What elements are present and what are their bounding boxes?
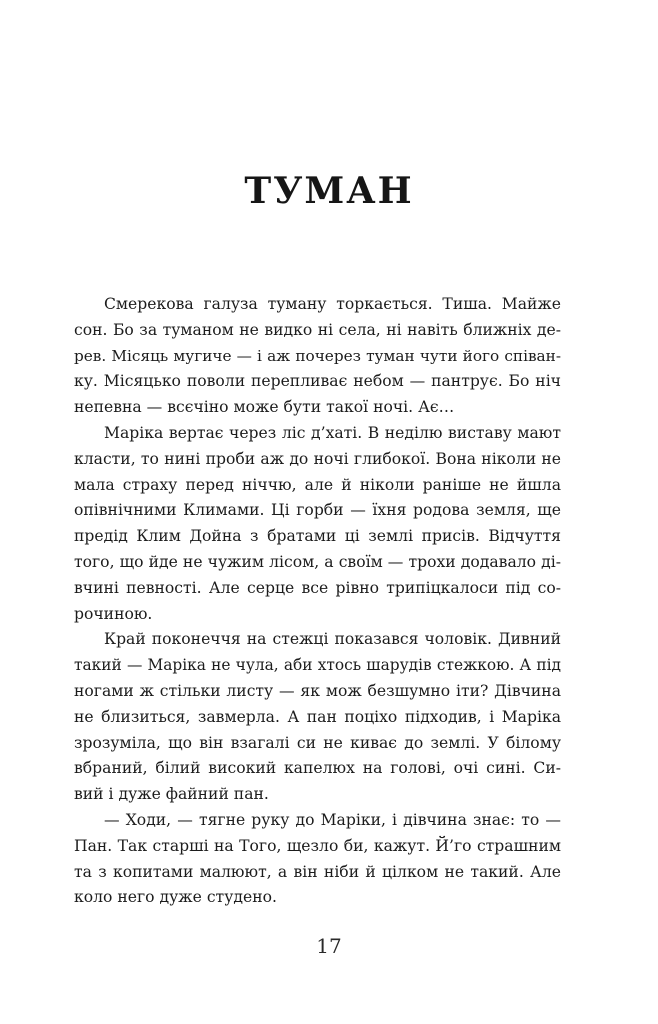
text-line: вий і дуже файний пан. xyxy=(74,785,269,804)
text-line: Край поконеччя на стежці показався чоловік. Дивний xyxy=(104,630,561,649)
text-line: зрозуміла, що він взагалі си не киває до землі. У білому xyxy=(74,733,561,752)
chapter-body-text xyxy=(74,292,561,911)
text-line: рочиною. xyxy=(74,604,153,623)
page-number: 17 xyxy=(316,934,342,958)
chapter-title: ТУМАН xyxy=(244,170,414,212)
text-line: — Ходи, — тягне руку до Маріки, і дівчина знає: то — xyxy=(104,810,561,829)
text-line: Маріка вертає через ліс д’хаті. В неділю виставу мают xyxy=(104,423,561,442)
text-line: мала страху перед ніччю, але й ніколи раніше не йшла xyxy=(74,475,561,494)
text-line: вчині певності. Але серце все рівно трипіцкалоси під со- xyxy=(74,578,561,597)
text-line: ку. Місяцько поволи перепливає небом — пантрує. Бо ніч xyxy=(74,372,561,391)
text-line: такий — Маріка не чула, аби хтось шарудів стежкою. А під xyxy=(74,656,561,675)
text-line: предід Клим Дойна з братами ці землі присів. Відчуття xyxy=(74,527,561,546)
text-line: та з копитами малюют, а він ніби й цілком не такий. Але xyxy=(74,862,561,881)
text-line: непевна — всєчіно може бути такої ночі. Ає… xyxy=(74,398,455,417)
text-line: Пан. Так старші на Того, щезло би, кажут. Й’го страшним xyxy=(74,836,561,855)
text-line: того, що йде не чужим лісом, а своїм — трохи додавало ді- xyxy=(74,552,561,571)
text-line: опівнічними Климами. Ці горби — їхня родова земля, ще xyxy=(74,501,561,520)
text-line: рев. Місяць мугиче — і аж почерез туман чути його співан- xyxy=(74,346,561,365)
text-line: коло него дуже студено. xyxy=(74,888,277,907)
text-line: ногами ж стільки листу — як мож безшумно іти? Дівчина xyxy=(74,681,561,700)
text-line: Смерекова галуза туману торкається. Тиша. Майже xyxy=(104,295,561,313)
text-line: вбраний, білий високий капелюх на голові, очі сині. Си- xyxy=(74,759,561,778)
text-line: не близиться, завмерла. А пан поціхо підходив, і Маріка xyxy=(74,707,561,726)
text-line: класти, то нині проби аж до ночі глибокої. Вона ніколи не xyxy=(74,449,561,468)
text-line: сон. Бо за туманом не видко ні села, ні навіть ближніх де- xyxy=(74,320,561,339)
